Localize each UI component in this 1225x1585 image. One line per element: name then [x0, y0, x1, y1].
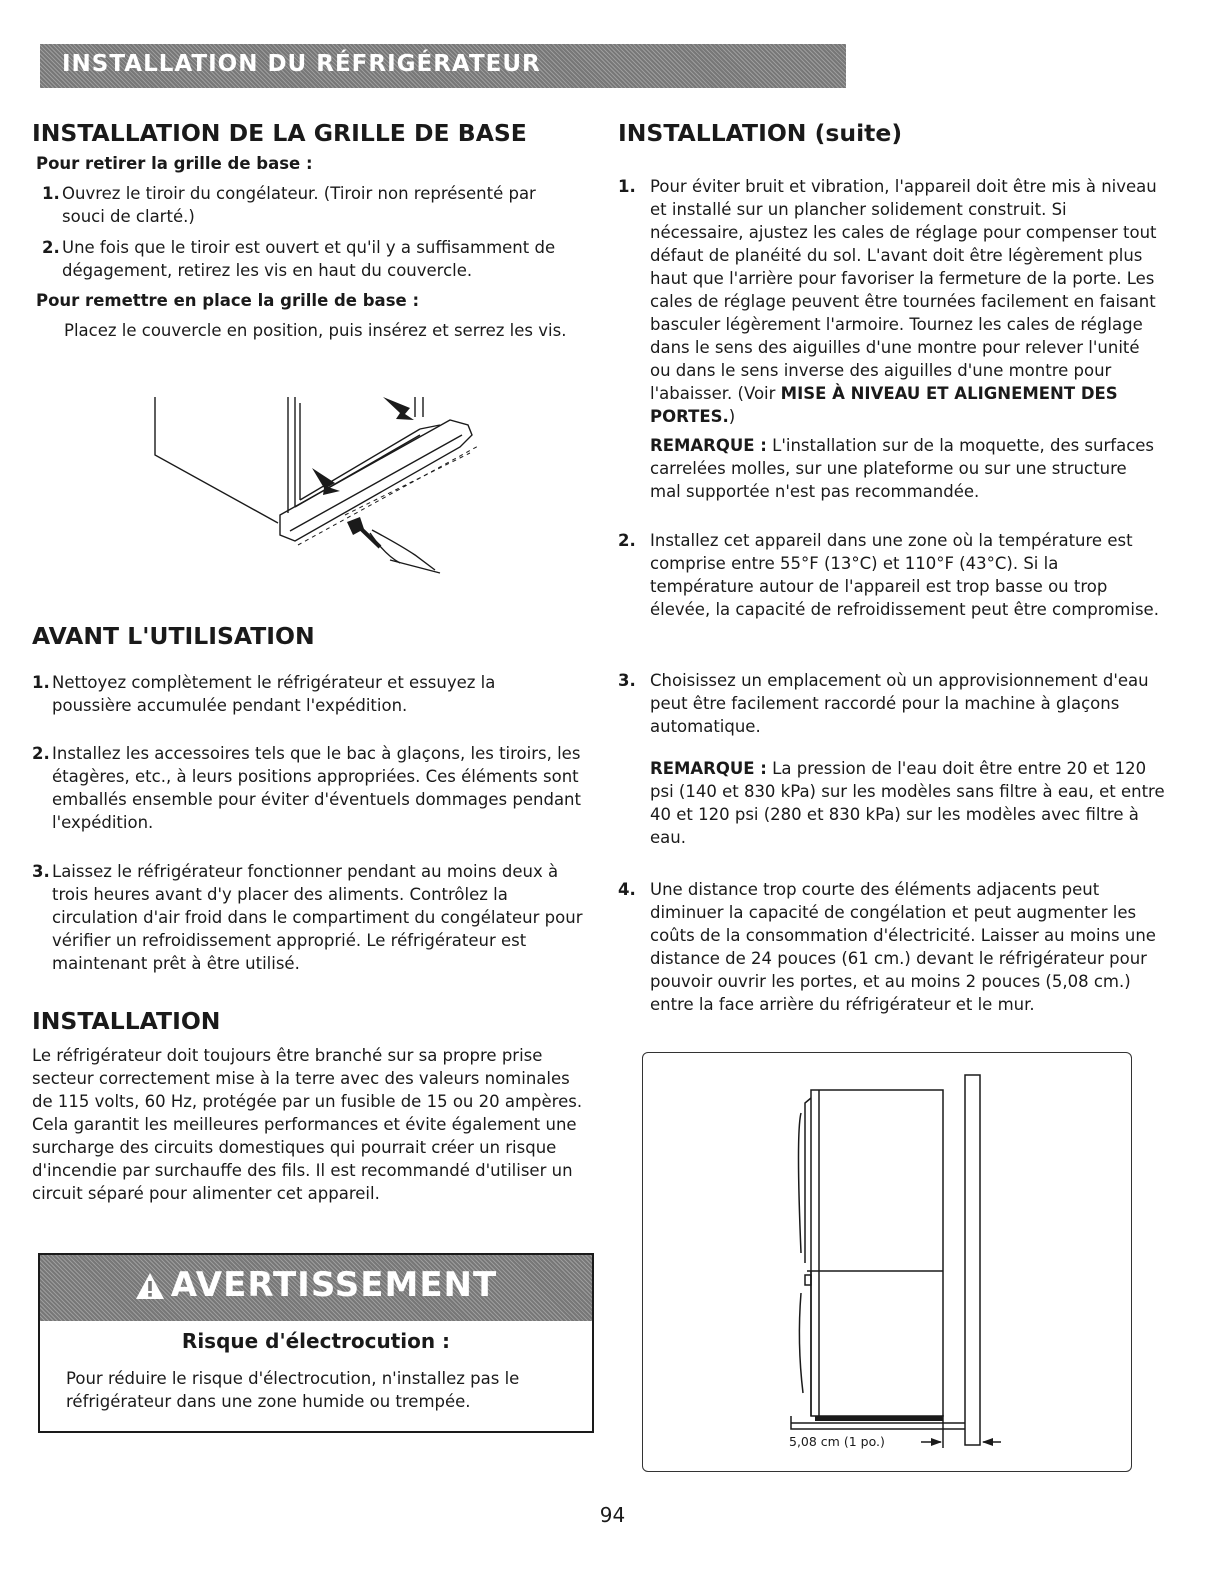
- remove-heading: Pour retirer la grille de base :: [36, 154, 313, 173]
- note-1: REMARQUE : L'installation sur de la moquette, des surfaces carrelées molles, sur une plateforme ou sur une structure mal supportée n'est pas recommandée.: [650, 436, 1155, 501]
- warning-subtitle: Risque d'électrocution :: [181, 1329, 451, 1353]
- page-number: 94: [599, 1503, 626, 1527]
- avant-heading: AVANT L'UTILISATION: [32, 622, 315, 650]
- avant-step-3: 3. Laissez le réfrigérateur fonctionner pendant au moins deux à trois heures avant d'y placer des aliments. Contrôlez la circulation d'air froid dans le compartiment du congélateur pour vérifier un refroidissement approprié. Le réfrigérateur est maintenant prêt à être utilisé.: [32, 862, 583, 973]
- replace-text: Placez le couvercle en position, puis insérez et serrez les vis.: [64, 321, 567, 340]
- grille-heading: INSTALLATION DE LA GRILLE DE BASE: [32, 119, 527, 147]
- note-2: REMARQUE : La pression de l'eau doit être entre 20 et 120 psi (140 et 830 kPa) sur les modèles sans filtre à eau, et entre 40 et 120 psi (280 et 830 kPa) sur les modèles avec filtre à eau.: [650, 759, 1165, 847]
- remove-step-1: 1. Ouvrez le tiroir du congélateur. (Tiroir non représenté par souci de clarté.): [42, 184, 536, 226]
- avant-step-2: 2. Installez les accessoires tels que le bac à glaçons, les tiroirs, les étagères, etc., à leurs positions appropriées. Ces éléments sont emballés ensemble pour éviter d'éventuels dommages pendant l'expédition.: [32, 744, 581, 832]
- remove-step-2: 2. Une fois que le tiroir est ouvert et qu'il y a suffisamment de dégagement, retirez les vis en haut du couvercle.: [42, 238, 556, 280]
- installation-heading: INSTALLATION: [32, 1007, 221, 1035]
- installation-text: Le réfrigérateur doit toujours être branché sur sa propre prise secteur correctement mise à la terre avec des valeurs nominales de 115 volts, 60 Hz, protégée par un fusible de 15 ou 20 ampères. Cela garantit les meilleures performances et évite également une surcharge des circuits domestiques qui pourrait créer un risque d'incendie par surchauffe des fils. Il est recommandé d'utiliser un circuit séparé pour alimenter cet appareil.: [32, 1046, 583, 1203]
- right-step-4: 4. Une distance trop courte des éléments adjacents peut diminuer la capacité de congélation et peut augmenter les coûts de la consommation d'électricité. Laisser au moins une distance de 24 pouces (61 cm.) devant le réfrigérateur pour pouvoir ouvrir les portes, et au moins 2 pouces (5,08 cm.) entre la face arrière du réfrigérateur et le mur.: [618, 880, 1156, 1014]
- warning-box: [38, 1253, 594, 1433]
- installation-suite-heading: INSTALLATION (suite): [618, 119, 903, 147]
- base-grille-illustration: [150, 395, 480, 575]
- warning-triangle-icon: [135, 1272, 165, 1300]
- warning-title: AVERTISSEMENT: [40, 1265, 592, 1305]
- right-step-3: 3. Choisissez un emplacement où un approvisionnement d'eau peut être facilement raccordé pour la machine à glaçons automatique.: [618, 671, 1149, 736]
- right-step-2: 2. Installez cet appareil dans une zone où la température est comprise entre 55°F (13°C) et 110°F (43°C). Si la température autour de l'appareil est trop basse ou trop élevée, la capacité de refroidissement peut être compromise.: [618, 531, 1159, 619]
- banner-title: INSTALLATION DU RÉFRIGÉRATEUR: [62, 51, 541, 77]
- right-step-1: 1. Pour éviter bruit et vibration, l'appareil doit être mis à niveau et installé sur un plancher solidement construit. Si nécessaire, ajustez les cales de réglage pour compenser tout défaut de planéité du sol. L'avant doit être légèrement plus haut que l'arrière pour favoriser la fermeture de la porte. Les cales de réglage peuvent être tournées facilement en faisant basculer légèrement l'armoire. Tournez les cales de réglage dans le sens des aiguilles d'une montre pour relever l'unité ou dans le sens inverse des aiguilles d'une montre pour l'abaisser. (Voir MISE À NIVEAU ET ALIGNEMENT DES PORTES.): [618, 177, 1157, 426]
- replace-heading: Pour remettre en place la grille de base :: [36, 291, 420, 310]
- clearance-label: 5,08 cm (1 po.): [789, 1434, 885, 1449]
- section-banner: [40, 44, 846, 88]
- warning-text: Pour réduire le risque d'électrocution, n'installez pas le réfrigérateur dans une zone humide ou trempée.: [66, 1369, 520, 1411]
- clearance-figure: [642, 1052, 1132, 1472]
- warning-band: [40, 1255, 592, 1321]
- refrigerator-side-diagram: [643, 1053, 1131, 1471]
- avant-step-1: 1. Nettoyez complètement le réfrigérateur et essuyez la poussière accumulée pendant l'expédition.: [32, 673, 496, 715]
- step1-reference: MISE À NIVEAU ET ALIGNEMENT DES PORTES.: [650, 384, 1118, 426]
